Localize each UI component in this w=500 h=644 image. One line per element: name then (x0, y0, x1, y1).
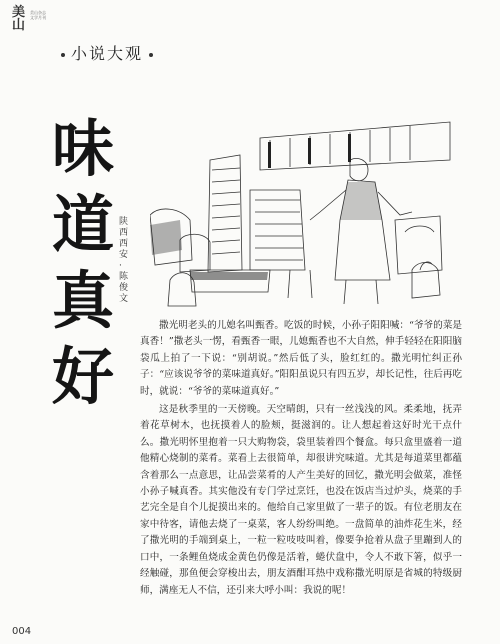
title-char: 好 (51, 340, 114, 413)
logo-char: 美 (12, 5, 27, 20)
kitchen-illustration (150, 120, 470, 308)
section-title: 小说大观 (71, 44, 144, 63)
author-char: 陈 (119, 272, 129, 282)
article-paragraph: 这是秋季里的一天傍晚。天空晴朗，只有一丝浅浅的风。柔柔地，抚弄着花草树木，也抚摸着人的脸颊，挺滋润的。让人想起着这好时光干点什么。撒光明怀里抱着一只大购物袋，袋里装着四个餐盒。每只盒里盛着一道他精心烧制的菜肴。菜看上去很简单，却很讲究味道。尤其是每道菜里都蕴含着那么一点意思，让品尝菜肴的人产生美好的回忆，撒光明会做菜，准怪小孙子喊真香。其实他没有专门学过烹饪，也没在饭店当过炉头，烧菜的手艺完全是自个儿捉摸出来的。他给自己家里做了一辈子的饭。有位老朋友在家中待客，请他去烧了一桌菜，客人纷纷叫绝。一盘简单的油炸花生米，经了撒光明的手端到桌上，一粒一粒吱吱叫着，像要争抢着从盘子里蹦到人的口中，一条鲤鱼烧成金黄色仍像是活着，蜷伏盘中，令人不敢下箸，似乎一经触碰，那鱼便会穿梭出去，朋友酒酣耳热中戏称撒光明原是省城的特级厨师，满座无人不信，还引来大呼小叫：我说的呢！ (140, 404, 462, 596)
article-title (38, 112, 128, 422)
subtitle-line: 文学月刊 (30, 15, 46, 20)
subtitle-line: 美山杂志 (30, 10, 46, 15)
logo-char: 山 (12, 18, 27, 33)
author-char: 西 (119, 239, 129, 249)
magazine-logo (12, 6, 26, 32)
section-header (55, 44, 159, 64)
title-char: 味 (51, 112, 114, 185)
author-byline (119, 217, 131, 305)
dot-ornament (61, 53, 65, 57)
magazine-subtitle (30, 10, 54, 20)
author-char: 陕 (119, 217, 129, 227)
title-char: 道 (51, 188, 114, 261)
author-char: 安 (119, 250, 129, 260)
dot-ornament (149, 53, 153, 57)
title-char: 真 (51, 264, 114, 337)
author-char: · (119, 261, 122, 271)
article-body (140, 318, 462, 601)
author-char: 俊 (119, 283, 129, 293)
article-paragraph: 撒光明老头的儿媳名叫甄香。吃饭的时候，小孙子阳阳喊：“爷爷的菜是真香！”撒老头一愣，看甄香一眼，儿媳甄香也不大自然，伸手轻轻在阳阳脑袋瓜上拍了一下说：“别胡说。”然后低了头，脸红红的。撒光明忙纠正孙子：“应该说爷爷的菜味道真好。”阳阳虽说只有四五岁，却长记性，往后再吃时，就说：“爷爷的菜味道真好。” (140, 320, 462, 397)
page-number: 004 (12, 626, 32, 637)
author-char: 西 (119, 228, 129, 238)
author-char: 文 (119, 294, 129, 304)
